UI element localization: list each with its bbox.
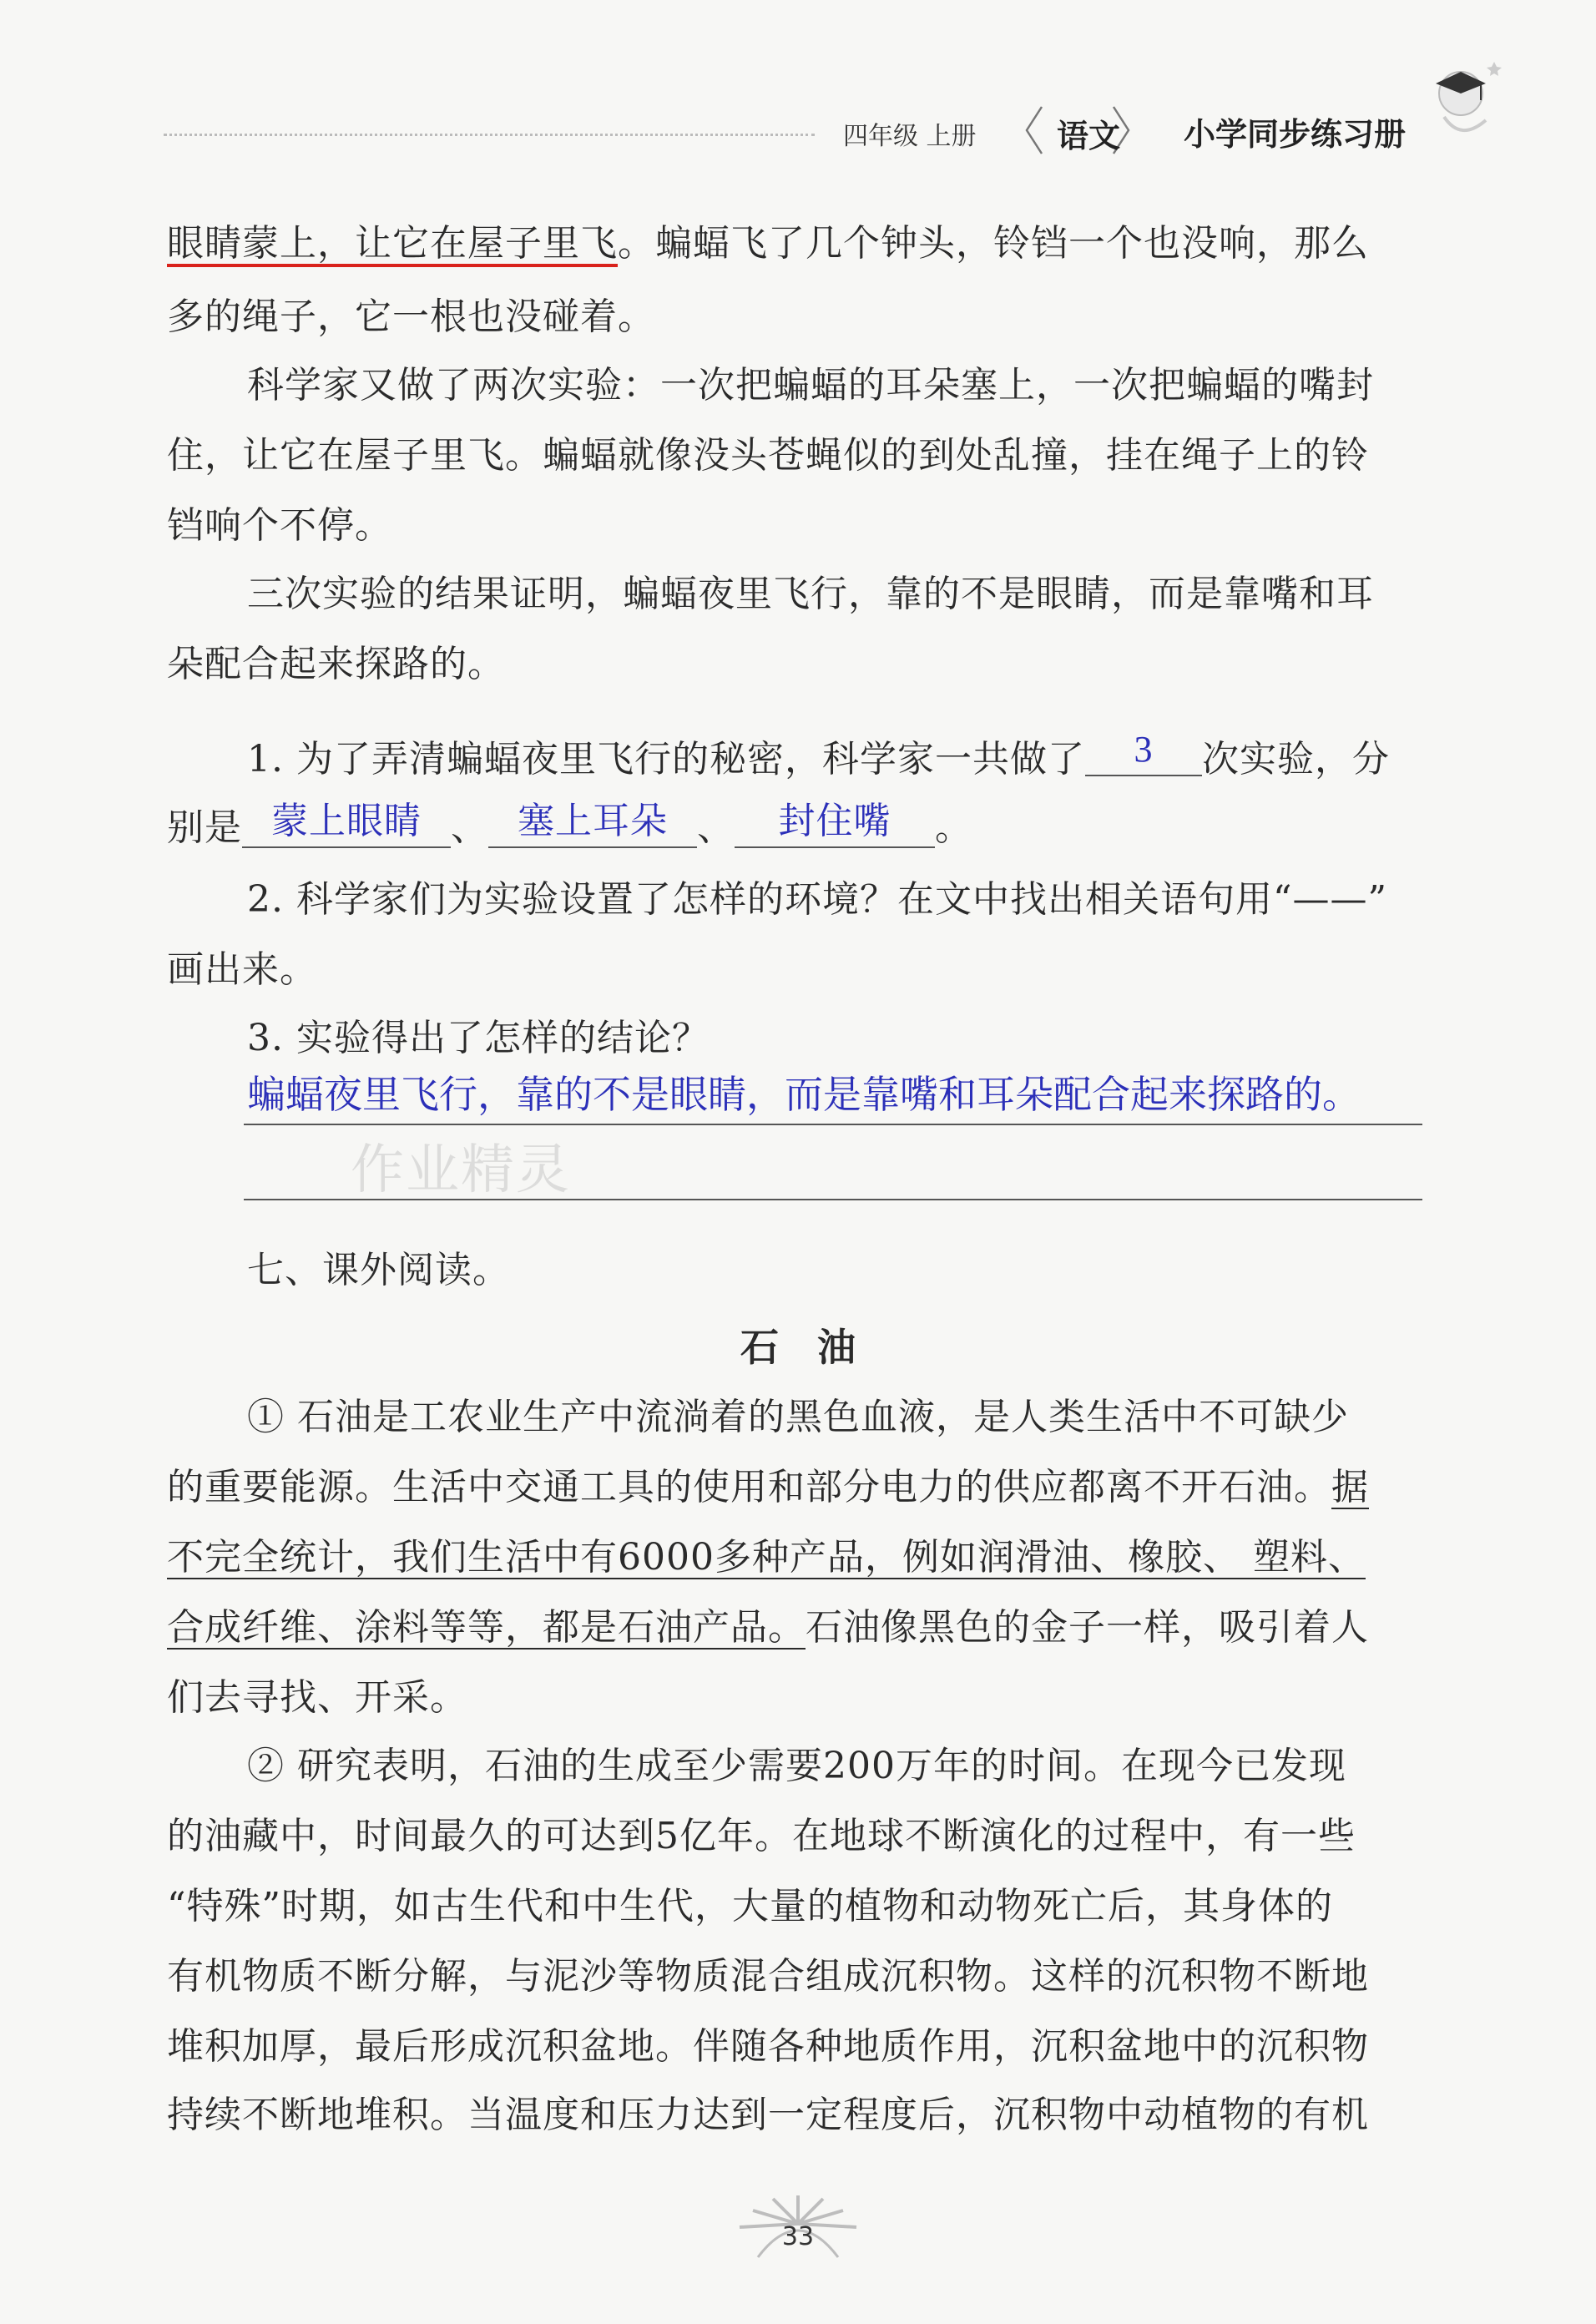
question-1-line2 [167, 803, 1422, 855]
question-1-text-b: 次实验，分 [1201, 738, 1390, 781]
passage1-p3-line1: 三次实验的结果证明，蝙蝠夜里飞行，靠的不是眼睛，而是靠嘴和耳 [247, 573, 1374, 615]
question-1-text: 1. 为了弄清蝙蝠夜里飞行的秘密，科学家一共做了 [247, 738, 1085, 781]
section-7-heading: 七、课外阅读。 [247, 1249, 510, 1291]
header-series-title: 小学同步练习册 [1184, 116, 1407, 153]
reading-para1-line1: ① 石油是工农业生产中流淌着的黑色血液，是人类生活中不可缺少 [247, 1396, 1349, 1438]
reading-para1-line2 [167, 1463, 1422, 1513]
answer-experiment-2[interactable]: 塞上耳朵 [488, 796, 697, 848]
question-1-sep-1: 、 [451, 806, 488, 849]
header-subject: 语文 [1057, 117, 1121, 154]
question-1-end: 。 [935, 806, 972, 849]
reading-title: 石 油 [740, 1325, 856, 1370]
reading-para1-line3-underlined: 不完全统计，我们生活中有6000多种产品，例如润滑油、橡胶、 塑料、 [167, 1536, 1366, 1579]
reading-para2-line4: 有机物质不断分解，与泥沙等物质混合组成沉积物。这样的沉积物不断地 [167, 1955, 1369, 1998]
question-1-sep-2: 、 [697, 806, 735, 849]
answer-conclusion[interactable]: 蝙蝠夜里飞行，靠的不是眼睛，而是靠嘴和耳朵配合起来探路的。 [247, 1074, 1361, 1116]
answer-line-1 [244, 1124, 1422, 1125]
passage1-line1 [167, 219, 1422, 269]
reading-para1-underlined-end: 合成纤维、涂料等等，都是石油产品。 [167, 1606, 806, 1649]
reading-para1-line2-a: 的重要能源。生活中交通工具的使用和部分电力的供应都离不开石油。 [167, 1466, 1331, 1508]
passage1-underlined-sentence: 眼睛蒙上，让它在屋子里飞 [167, 222, 618, 265]
reading-para1-underlined-start: 据 [1331, 1466, 1369, 1508]
reading-para2-line5: 堆积加厚，最后形成沉积盆地。伴随各种地质作用，沉积盆地中的沉积物 [167, 2025, 1369, 2068]
question-1-line1 [247, 729, 1422, 786]
question-3-line1: 3. 实验得出了怎样的结论？ [247, 1017, 710, 1059]
question-2-line1: 2. 科学家们为实验设置了怎样的环境？在文中找出相关语句用“——” [247, 878, 1387, 921]
reading-para1-line5: 们去寻找、开采。 [167, 1676, 467, 1719]
reading-para2-line2: 的油藏中，时间最久的可达到5亿年。在地球不断演化的过程中，有一些 [167, 1815, 1356, 1857]
passage1-p2-line1: 科学家又做了两次实验：一次把蝙蝠的耳朵塞上，一次把蝙蝠的嘴封 [247, 364, 1374, 407]
reading-para2-line1: ② 研究表明，石油的生成至少需要200万年的时间。在现今已发现 [247, 1745, 1346, 1787]
watermark: 作业精灵 [351, 1139, 571, 1201]
reading-para1-line4 [167, 1603, 1422, 1653]
reading-para2-line3: “特殊”时期，如古生代和中生代，大量的植物和动物死亡后，其身体的 [167, 1885, 1333, 1927]
mascot-graduate-icon [1411, 50, 1511, 150]
passage1-p2-line2: 住，让它在屋子里飞。蝙蝠就像没头苍蝇似的到处乱撞，挂在绳子上的铃 [167, 434, 1369, 477]
reading-para1-line4-b: 石油像黑色的金子一样，吸引着人 [806, 1606, 1369, 1649]
header-dotted-rule [164, 134, 815, 136]
passage1-line1-rest: 。蝙蝠飞了几个钟头，铃铛一个也没响，那么 [618, 222, 1369, 265]
header-grade: 四年级 上册 [843, 122, 977, 151]
question-1-text-c: 别是 [167, 806, 242, 849]
passage1-line2: 多的绳子，它一根也没碰着。 [167, 296, 655, 338]
reading-para2-line6: 持续不断地堆积。当温度和压力达到一定程度后，沉积物中动植物的有机 [167, 2094, 1369, 2136]
page-number: 33 [781, 2222, 815, 2251]
passage1-p3-line2: 朵配合起来探路的。 [167, 643, 505, 685]
question-2-line2: 画出来。 [167, 948, 317, 991]
answer-experiment-count[interactable]: 3 [1085, 725, 1202, 776]
passage1-p2-line3: 铛响个不停。 [167, 504, 392, 547]
answer-experiment-3[interactable]: 封住嘴 [735, 796, 935, 848]
answer-experiment-1[interactable]: 蒙上眼睛 [242, 796, 451, 848]
